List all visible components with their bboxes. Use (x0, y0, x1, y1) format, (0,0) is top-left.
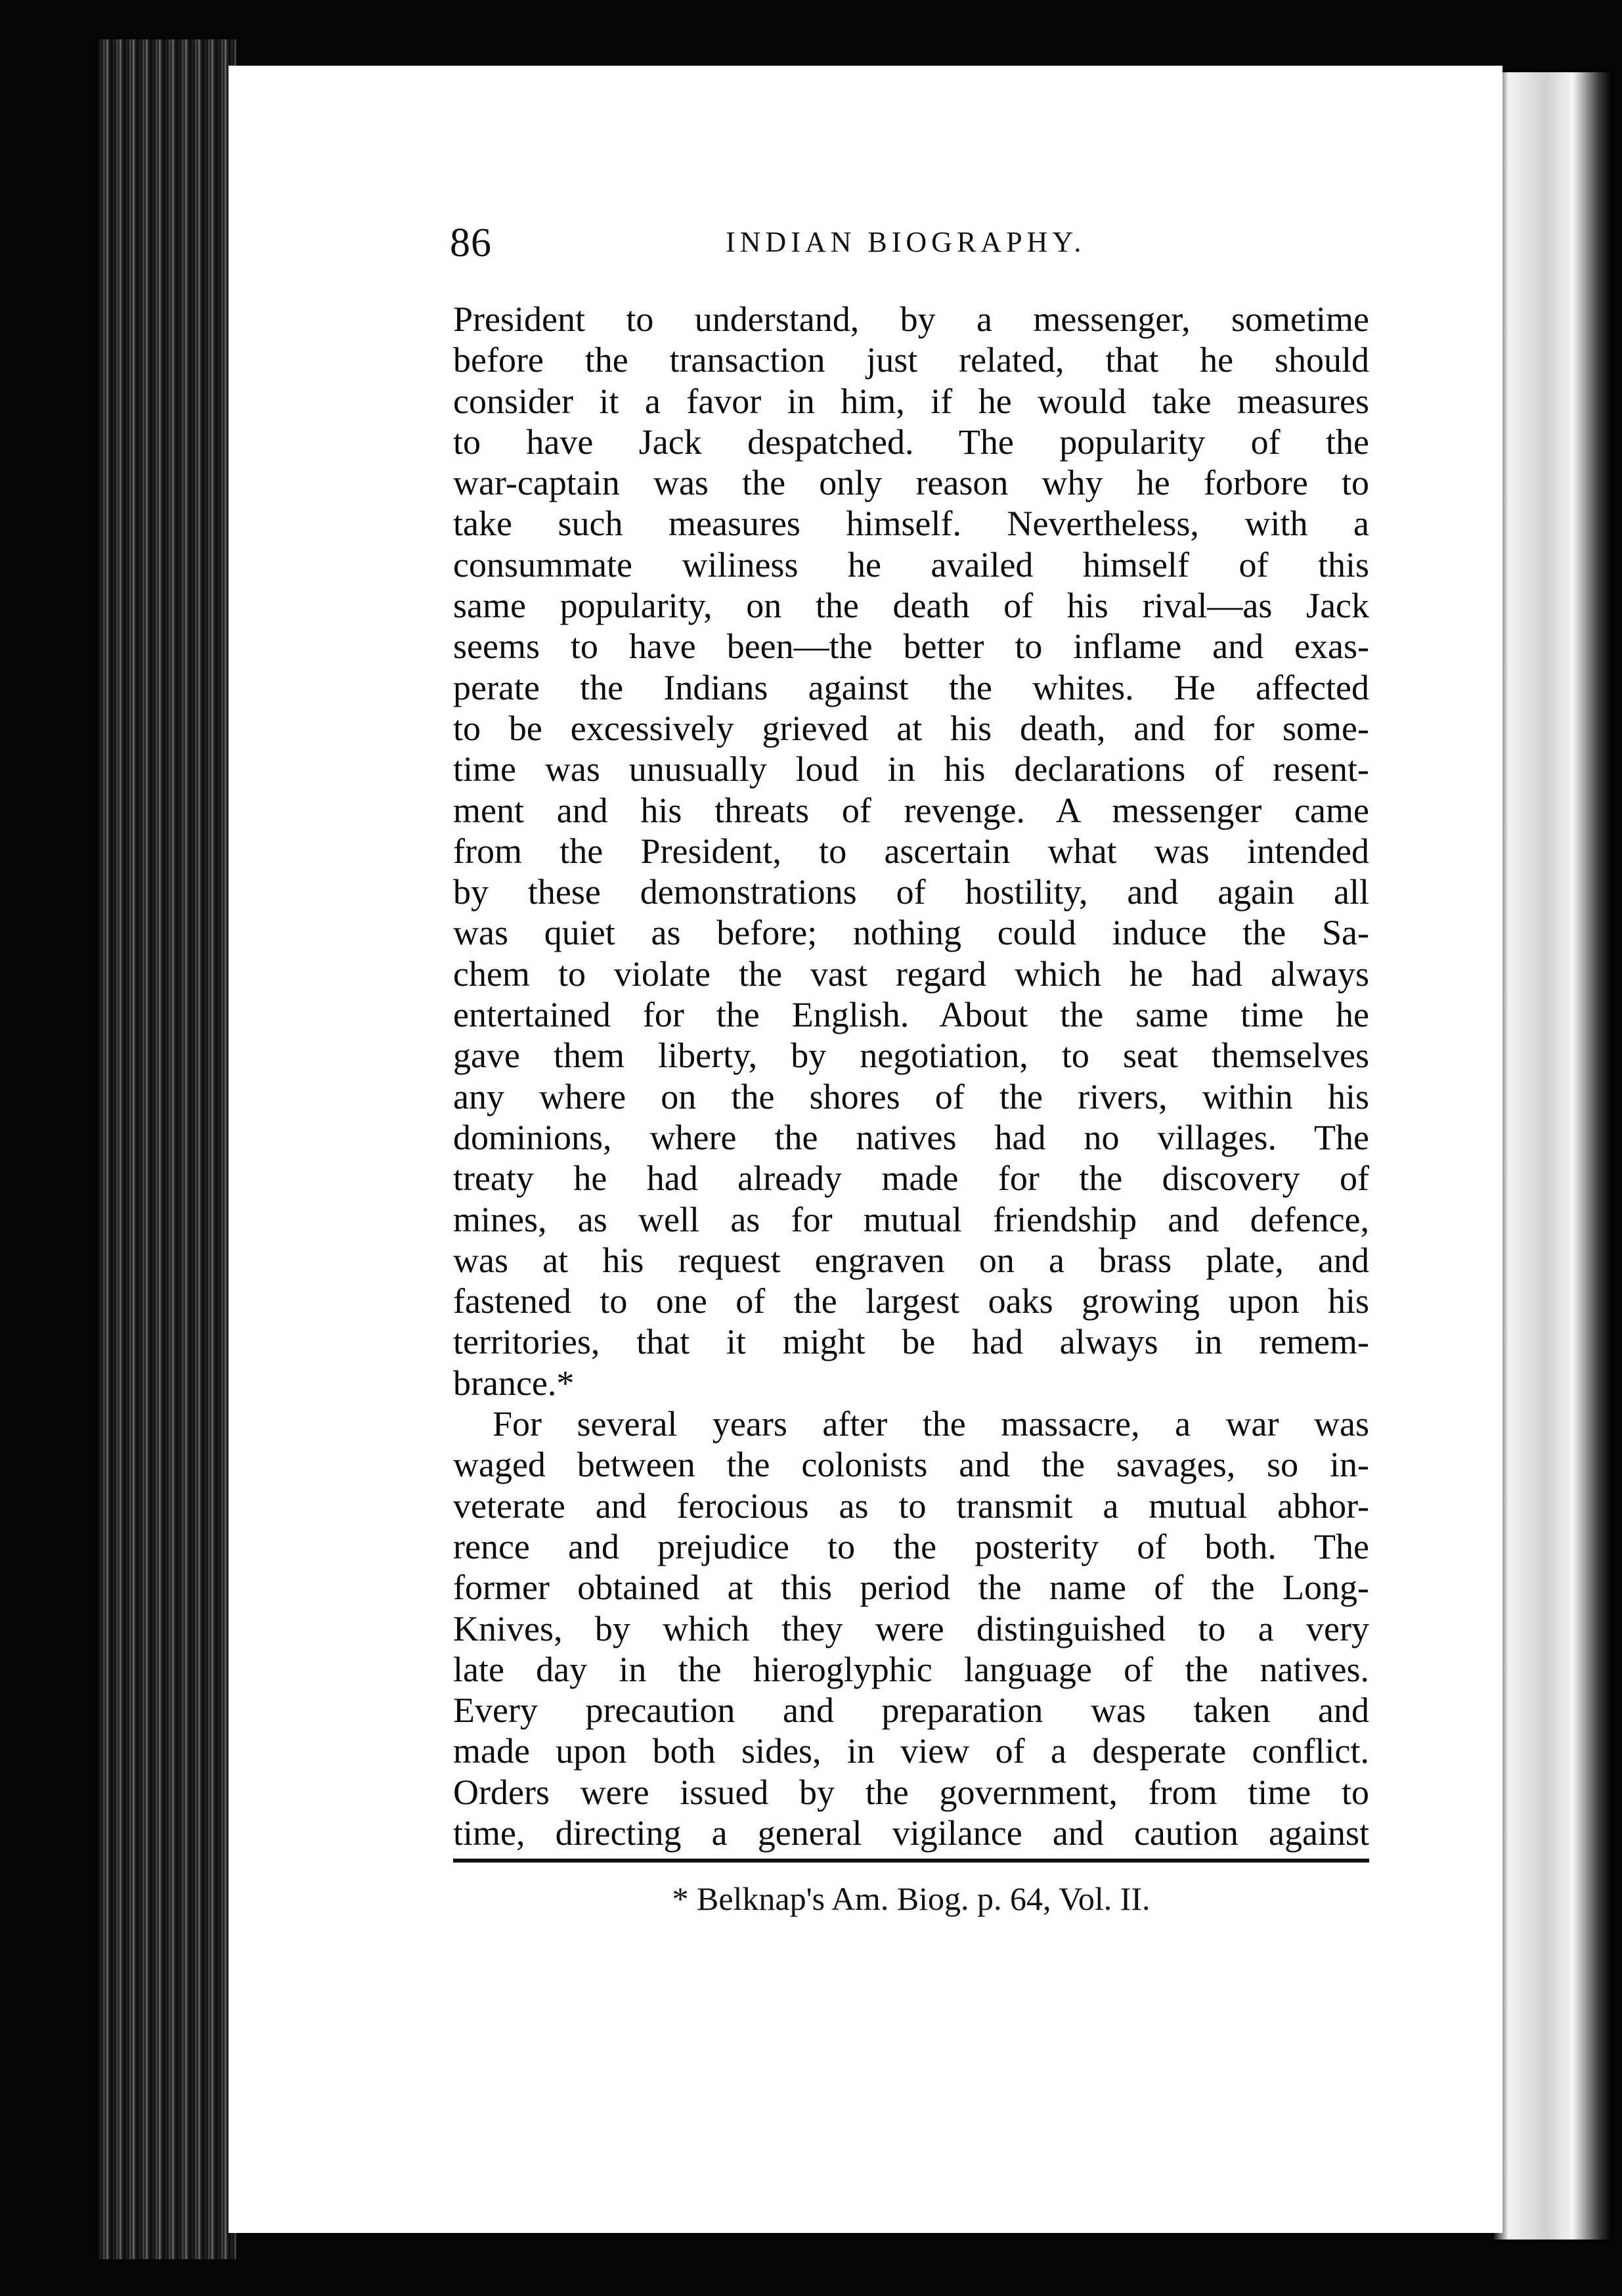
text-line: perate the Indians against the whites. He affected (453, 667, 1369, 707)
body-text (453, 299, 1369, 1853)
text-line: ment and his threats of revenge. A messenger came (453, 790, 1369, 830)
text-line: from the President, to ascertain what was intended (453, 831, 1369, 871)
text-line: brance.* (453, 1363, 575, 1403)
text-line: gave them liberty, by negotiation, to seat themselves (453, 1036, 1369, 1076)
text-line: entertained for the English. About the same time he (453, 995, 1369, 1035)
text-line: take such measures himself. Nevertheless, with a (453, 504, 1369, 544)
text-line: treaty he had already made for the discovery of (453, 1159, 1369, 1199)
text-line: made upon both sides, in view of a desperate conflict. (453, 1731, 1369, 1771)
text-line: mines, as well as for mutual friendship and defence, (453, 1199, 1369, 1239)
text-line: fastened to one of the largest oaks growing upon his (453, 1281, 1369, 1321)
text-line: time, directing a general vigilance and caution against (453, 1813, 1369, 1853)
footnote: * Belknap's Am. Biog. p. 64, Vol. II. (672, 1880, 1151, 1917)
text-line: chem to violate the vast regard which he had always (453, 954, 1369, 994)
text-line: any where on the shores of the rivers, within his (453, 1076, 1369, 1116)
text-line: Knives, by which they were distinguished to a very (453, 1608, 1369, 1648)
text-line: territories, that it might be had always in remem- (453, 1322, 1369, 1362)
text-line: Orders were issued by the government, from time to (453, 1772, 1369, 1812)
book-right-edge (1494, 72, 1612, 2240)
text-line: to have Jack despatched. The popularity of the (453, 422, 1369, 462)
text-line: veterate and ferocious as to transmit a mutual abhor- (453, 1486, 1369, 1526)
text-line: For several years after the massacre, a war was (493, 1404, 1369, 1444)
page-header (450, 220, 1369, 279)
text-line: waged between the colonists and the savages, so in- (453, 1445, 1369, 1485)
text-line: dominions, where the natives had no villages. The (453, 1117, 1369, 1157)
text-line: Every precaution and preparation was taken and (453, 1690, 1369, 1731)
page-number: 86 (450, 221, 492, 265)
text-line: former obtained at this period the name of the Long- (453, 1568, 1369, 1608)
text-line: before the transaction just related, that he should (453, 340, 1369, 380)
text-line: consummate wiliness he availed himself of this (453, 544, 1369, 585)
text-line: was at his request engraven on a brass plate, and (453, 1240, 1369, 1280)
footnote-rule (453, 1859, 1369, 1863)
text-line: to be excessively grieved at his death, and for some- (453, 708, 1369, 748)
text-line: late day in the hieroglyphic language of the natives. (453, 1649, 1369, 1689)
text-line: same popularity, on the death of his rival—as Jack (453, 586, 1369, 626)
book-left-edge (99, 39, 236, 2259)
text-line: seems to have been—the better to inflame and exas- (453, 627, 1369, 667)
text-line: was quiet as before; nothing could induce the Sa- (453, 913, 1369, 953)
text-line: by these demonstrations of hostility, and again all (453, 872, 1369, 912)
text-line: consider it a favor in him, if he would take measures (453, 381, 1369, 421)
text-line: President to understand, by a messenger, sometime (453, 299, 1369, 339)
text-line: war-captain was the only reason why he forbore to (453, 463, 1369, 503)
text-line: time was unusually loud in his declarations of resent- (453, 749, 1369, 789)
running-head: INDIAN BIOGRAPHY. (726, 226, 1086, 258)
text-line: rence and prejudice to the posterity of both. The (453, 1526, 1369, 1566)
